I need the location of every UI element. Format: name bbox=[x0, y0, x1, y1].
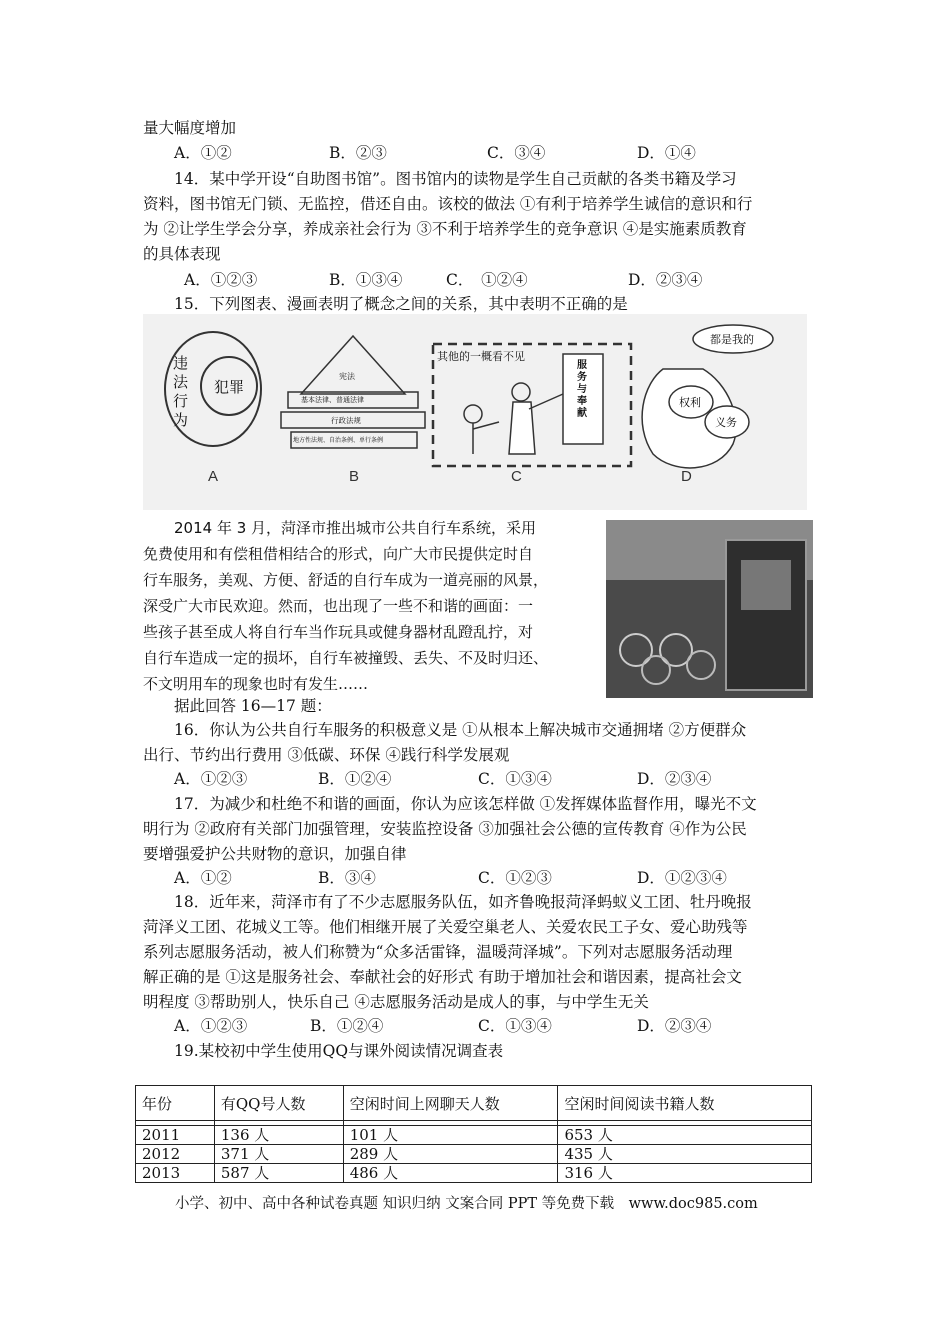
passage-line-7: 不文明用车的现象也时有发生…… bbox=[143, 675, 369, 693]
q14-line-4: 的具体表现 bbox=[143, 245, 221, 263]
table-cell: 653 人 bbox=[558, 1126, 812, 1145]
q14-option-c: C． ①②④ bbox=[446, 271, 528, 289]
answer-prompt: 据此回答 16—17 题： bbox=[174, 697, 332, 715]
table-cell: 2012 bbox=[136, 1145, 215, 1164]
q14-line-2: 资料，图书馆无门锁、无监控，借还自由。该校的做法 ①有利于培养学生诚信的意识和行 bbox=[143, 195, 753, 213]
q19-stem: 19.某校初中学生使用QQ与课外阅读情况调查表 bbox=[174, 1042, 504, 1060]
survey-table bbox=[135, 1085, 812, 1183]
table-cell: 289 人 bbox=[343, 1145, 558, 1164]
figure-caption-b: B bbox=[349, 468, 360, 485]
q15-figure-svg bbox=[143, 314, 807, 510]
q17-option-b: B．③④ bbox=[318, 869, 376, 887]
pyramid-label-4: 地方性法规、自治条例、单行条例 bbox=[293, 437, 384, 444]
table-cell: 2011 bbox=[136, 1126, 215, 1145]
q18-option-b: B．①②④ bbox=[310, 1017, 384, 1035]
q14-option-d: D．②③④ bbox=[628, 271, 703, 289]
q16-option-c: C．①③④ bbox=[478, 770, 552, 788]
figure-caption-c: C bbox=[511, 468, 522, 485]
q17-option-c: C．①②③ bbox=[478, 869, 552, 887]
q13-tail: 量大幅度增加 bbox=[143, 119, 237, 137]
table-cell: 486 人 bbox=[343, 1164, 558, 1183]
table-row bbox=[136, 1164, 812, 1183]
q18-option-a: A．①②③ bbox=[174, 1017, 248, 1035]
venn-outer-label: 违法行为 bbox=[173, 354, 189, 429]
q18-line-2: 菏泽义工团、花城义工等。他们相继开展了关爱空巢老人、关爱农民工子女、爱心助残等 bbox=[143, 918, 748, 936]
cartoon-c-pointer bbox=[529, 394, 563, 409]
q17-option-d: D．①②③④ bbox=[637, 869, 727, 887]
passage-line-3: 行车服务，美观、方便、舒适的自行车成为一道亮丽的风景， bbox=[143, 571, 549, 589]
q14-line-1: 14．某中学开设“自助图书馆”。图书馆内的读物是学生自己贡献的各类书籍及学习 bbox=[174, 170, 737, 188]
figure-caption-a: A bbox=[208, 468, 219, 485]
passage-line-4: 深受广大市民欢迎。然而，也出现了一些不和谐的画面：一 bbox=[143, 597, 534, 615]
q17-line-1: 17．为减少和杜绝不和谐的画面，你认为应该怎样做 ①发挥媒体监督作用，曝光不文 bbox=[174, 795, 757, 813]
table-cell: 371 人 bbox=[214, 1145, 343, 1164]
table-header-row bbox=[136, 1086, 812, 1121]
cartoon-c-doctor-head bbox=[512, 383, 530, 401]
q13-option-d: D．①④ bbox=[637, 144, 696, 162]
q18-line-3: 系列志愿服务活动，被人们称赞为“众多活雷锋，温暖菏泽城”。下列对志愿服务活动理 bbox=[143, 943, 733, 961]
cartoon-c-board-text: 服务与奉献 bbox=[577, 360, 587, 419]
table-cell: 2013 bbox=[136, 1164, 215, 1183]
q17-option-a: A．①② bbox=[174, 869, 232, 887]
q17-line-2: 明行为 ②政府有关部门加强管理，安装监控设备 ③加强社会公德的宣传教育 ④作为公民 bbox=[143, 820, 747, 838]
bicycle-photo-svg bbox=[606, 520, 813, 698]
cartoon-c-student-arm bbox=[473, 422, 499, 429]
q15-figure bbox=[143, 314, 807, 510]
venn-inner-label: 犯罪 bbox=[214, 378, 245, 396]
cartoon-c-doctor-coat bbox=[509, 402, 535, 454]
q14-option-b: B．①③④ bbox=[329, 271, 403, 289]
table-header-cell: 年份 bbox=[136, 1086, 215, 1121]
table-cell: 587 人 bbox=[214, 1164, 343, 1183]
table-header-cell: 空闲时间上网聊天人数 bbox=[343, 1086, 558, 1121]
pyramid-label-1: 宪法 bbox=[339, 372, 355, 381]
cartoon-d-bag-1-text: 权利 bbox=[679, 396, 701, 409]
bike-kiosk-screen bbox=[741, 560, 791, 610]
q16-option-a: A．①②③ bbox=[174, 770, 248, 788]
passage-line-6: 自行车造成一定的损坏，自行车被撞毁、丢失、不及时归还、 bbox=[143, 649, 549, 667]
table-row bbox=[136, 1145, 812, 1164]
bicycle-station-photo bbox=[606, 520, 813, 698]
q18-option-d: D．②③④ bbox=[637, 1017, 712, 1035]
q18-line-4: 解正确的是 ①这是服务社会、奉献社会的好形式 有助于增加社会和谐因素，提高社会文 bbox=[143, 968, 742, 986]
q14-line-3: 为 ②让学生学会分享，养成亲社会行为 ③不利于培养学生的竞争意识 ④是实施素质教育 bbox=[143, 220, 747, 238]
table-cell: 101 人 bbox=[343, 1126, 558, 1145]
q18-option-c: C．①③④ bbox=[478, 1017, 552, 1035]
cartoon-c-student-head bbox=[464, 405, 482, 423]
q16-option-d: D．②③④ bbox=[637, 770, 712, 788]
cartoon-d-bag-2-text: 义务 bbox=[715, 416, 737, 429]
q13-option-b: B．②③ bbox=[329, 144, 387, 162]
pyramid-label-2: 基本法律、普通法律 bbox=[301, 396, 364, 404]
pyramid-top bbox=[301, 336, 405, 394]
table-header-cell: 空闲时间阅读书籍人数 bbox=[558, 1086, 812, 1121]
q14-option-a: A．①②③ bbox=[184, 271, 258, 289]
q13-option-c: C．③④ bbox=[487, 144, 546, 162]
table-cell: 435 人 bbox=[558, 1145, 812, 1164]
table-cell: 136 人 bbox=[214, 1126, 343, 1145]
table-header-cell: 有QQ号人数 bbox=[214, 1086, 343, 1121]
q15-stem: 15．下列图表、漫画表明了概念之间的关系，其中表明不正确的是 bbox=[174, 295, 628, 313]
cartoon-d-bubble-text: 都是我的 bbox=[710, 333, 754, 346]
passage-line-2: 免费使用和有偿租借相结合的形式，向广大市民提供定时自 bbox=[143, 545, 534, 563]
q18-line-5: 明程度 ③帮助别人，快乐自己 ④志愿服务活动是成人的事，与中学生无关 bbox=[143, 993, 649, 1011]
q17-line-3: 要增强爱护公共财物的意识，加强自律 bbox=[143, 845, 407, 863]
table-cell: 316 人 bbox=[558, 1164, 812, 1183]
page-footer: 小学、初中、高中各种试卷真题 知识归纳 文案合同 PPT 等免费下载 www.doc985.com bbox=[175, 1196, 758, 1212]
passage-line-1: 2014 年 3 月，菏泽市推出城市公共自行车系统，采用 bbox=[174, 519, 537, 537]
q13-option-a: A．①② bbox=[174, 144, 232, 162]
q16-line-1: 16．你认为公共自行车服务的积极意义是 ①从根本上解决城市交通拥堵 ②方便群众 bbox=[174, 721, 747, 739]
q16-line-2: 出行、节约出行费用 ③低碳、环保 ④践行科学发展观 bbox=[143, 746, 510, 764]
cartoon-c-bubble-text: 其他的一概看不见 bbox=[437, 350, 525, 363]
q18-line-1: 18．近年来，菏泽市有了不少志愿服务队伍，如齐鲁晚报菏泽蚂蚁义工团、牡丹晚报 bbox=[174, 893, 752, 911]
passage-line-5: 些孩子甚至成人将自行车当作玩具或健身器材乱蹬乱拧，对 bbox=[143, 623, 534, 641]
figure-caption-d: D bbox=[681, 468, 692, 485]
pyramid-label-3: 行政法规 bbox=[331, 416, 361, 425]
q16-option-b: B．①②④ bbox=[318, 770, 392, 788]
table-row bbox=[136, 1126, 812, 1145]
